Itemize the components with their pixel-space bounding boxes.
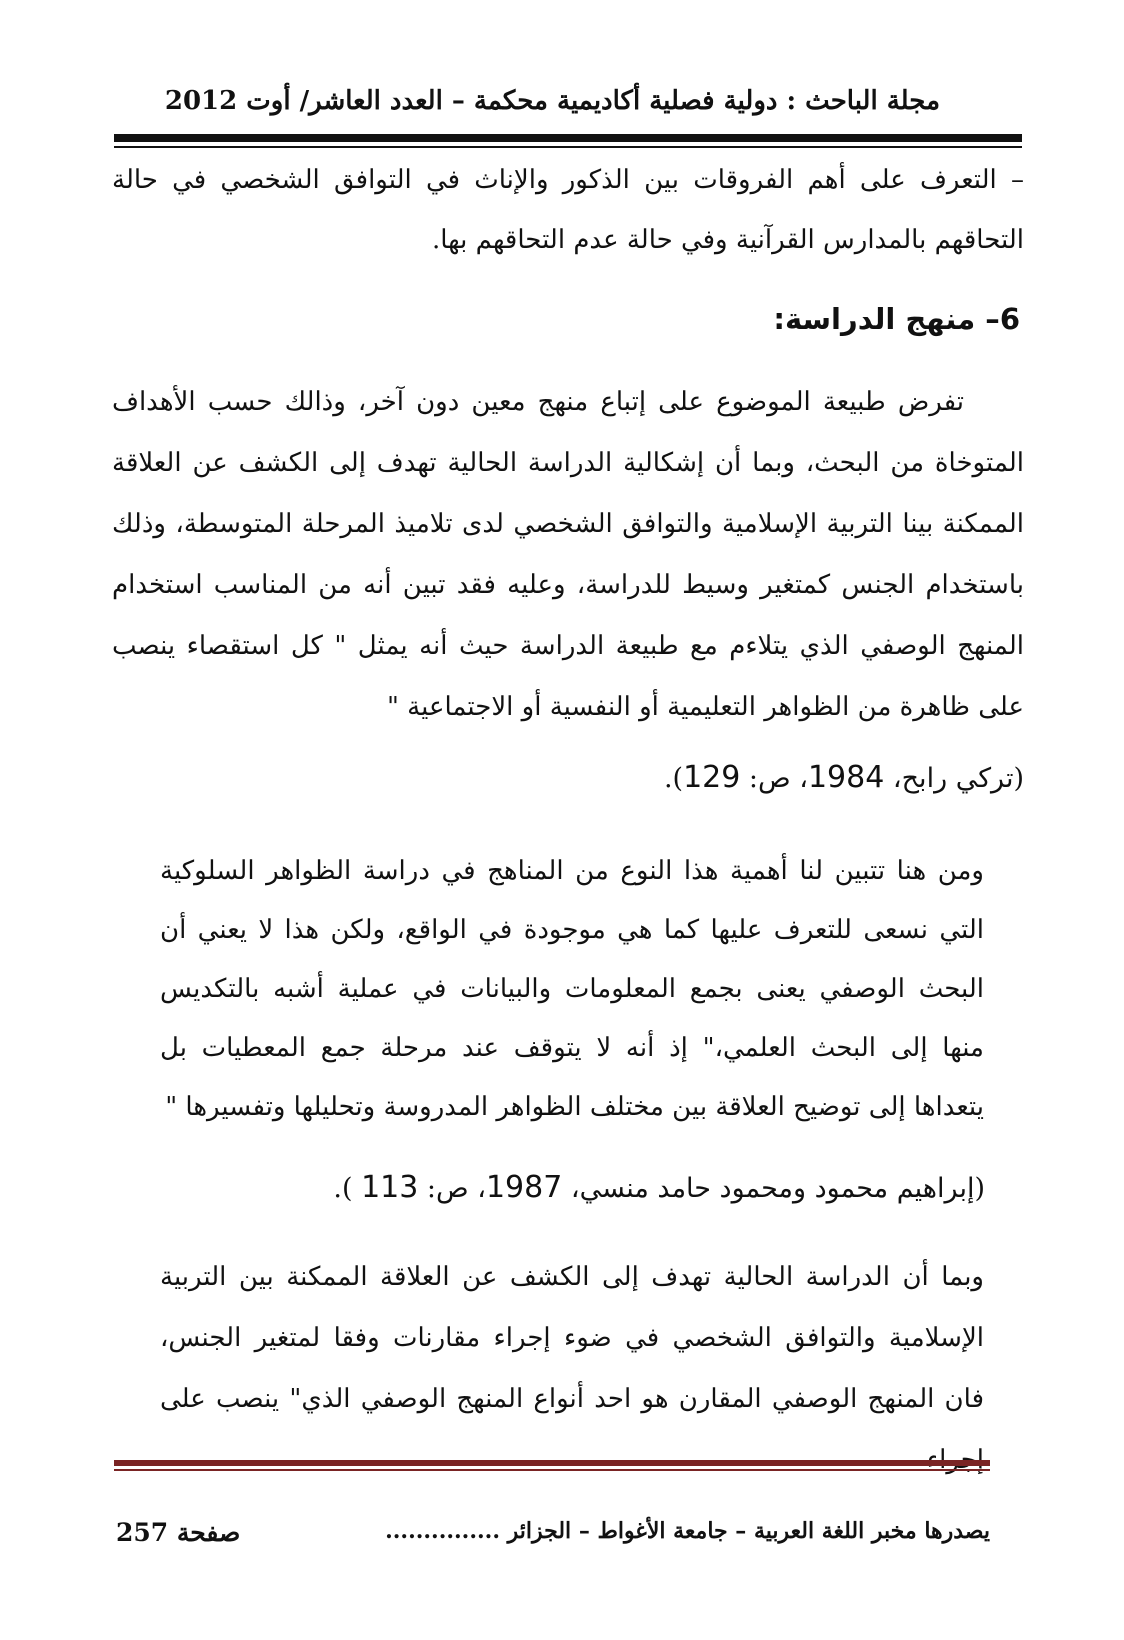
citation-author: (تركي رابح، (884, 763, 1024, 794)
paragraph-comparative-method: وبما أن الدراسة الحالية تهدف إلى الكشف عن العلاقة الممكنة بين التربية الإسلامية والتوافق الشخصي في ضوء إجراء مقارنات وفقا لمتغير الجنس، فان المنهج الوصفي المقارن هو احد أنواع المنهج الوصفي الذي" ينصب على (160, 1262, 984, 1414)
citation-year: 1984 (807, 760, 885, 795)
paragraph-methodology-text: تفرض طبيعة الموضوع على إتباع منهج معين دون آخر، وذالك حسب الأهداف المتوخاة من البحث، وبما أن إشكالية الدراسة الحالية تهدف إلى الكشف عن العلاقة الممكنة بينا التربية الإسلامية والتوافق الشخصي لدى تلاميذ المرحلة المتوسطة، وذلك باستخدام الجنس كمتغير وسيط للدراسة، وعليه فقد تبين أنه من المناسب استخدام المنهج الوصفي الذي يتلاءم مع طبيعة الدراسة حيث أنه يمثل " كل استقصاء ينصب على ظاهرة من الظواهر التعليمية أو النفسية أو الاجتماعية " (112, 387, 1024, 722)
header-rule-thin (114, 146, 1022, 148)
footer-page-number: صفحة 257 (116, 1518, 241, 1547)
paragraph-descriptive-research: ومن هنا تتبين لنا أهمية هذا النوع من المناهج في دراسة الظواهر السلوكية التي نسعى للتعرف عليها كما هي موجودة في الواقع، ولكن هذا لا يعني أن البحث الوصفي يعنى بجمع المعلومات والبيانات في عملية أشبه بالتكديس منها إلى البحث العلمي،" إذ أنه لا يتوقف عند مرحلة جمع المعطيات بل يتعداها إلى توضيح العلاقة بين مختلف الظواهر المدروسة وتحليلها وتفسيرها " (160, 856, 984, 1122)
section-heading-methodology: 6– منهج الدراسة: (773, 302, 1020, 336)
header-rule-thick (114, 134, 1022, 142)
paragraph-methodology (112, 372, 1024, 738)
citation-turki-rabeh (500, 760, 1024, 795)
intro-objective-text: – التعرف على أهم الفروقات بين الذكور والإناث في التوافق الشخصي في حالة التحاقهم بالمدارس القرآنية وفي حالة عدم التحاقهم بها. (112, 165, 1024, 255)
citation-page: 113 (361, 1170, 419, 1205)
journal-header-title: مجلة الباحث : دولية فصلية أكاديمية محكمة – العدد العاشر/ أوت 2012 (164, 86, 940, 116)
citation-author: (إبراهيم محمود ومحمود حامد منسي، (562, 1173, 985, 1204)
citation-page: 129 (683, 760, 741, 795)
citation-ibrahim-mahmoud (150, 1170, 985, 1205)
citation-end: ). (333, 1173, 362, 1204)
footer-rule-thick (114, 1460, 990, 1466)
citation-page-label: ، ص: (418, 1173, 486, 1204)
footer-rule-thin (114, 1469, 990, 1471)
citation-year: 1987 (485, 1170, 563, 1205)
citation-page-label: ، ص: (740, 763, 808, 794)
footer-publisher: يصدرها مخبر اللغة العربية – جامعة الأغواط – الجزائر ............... (385, 1518, 990, 1544)
citation-end: ). (663, 763, 684, 794)
